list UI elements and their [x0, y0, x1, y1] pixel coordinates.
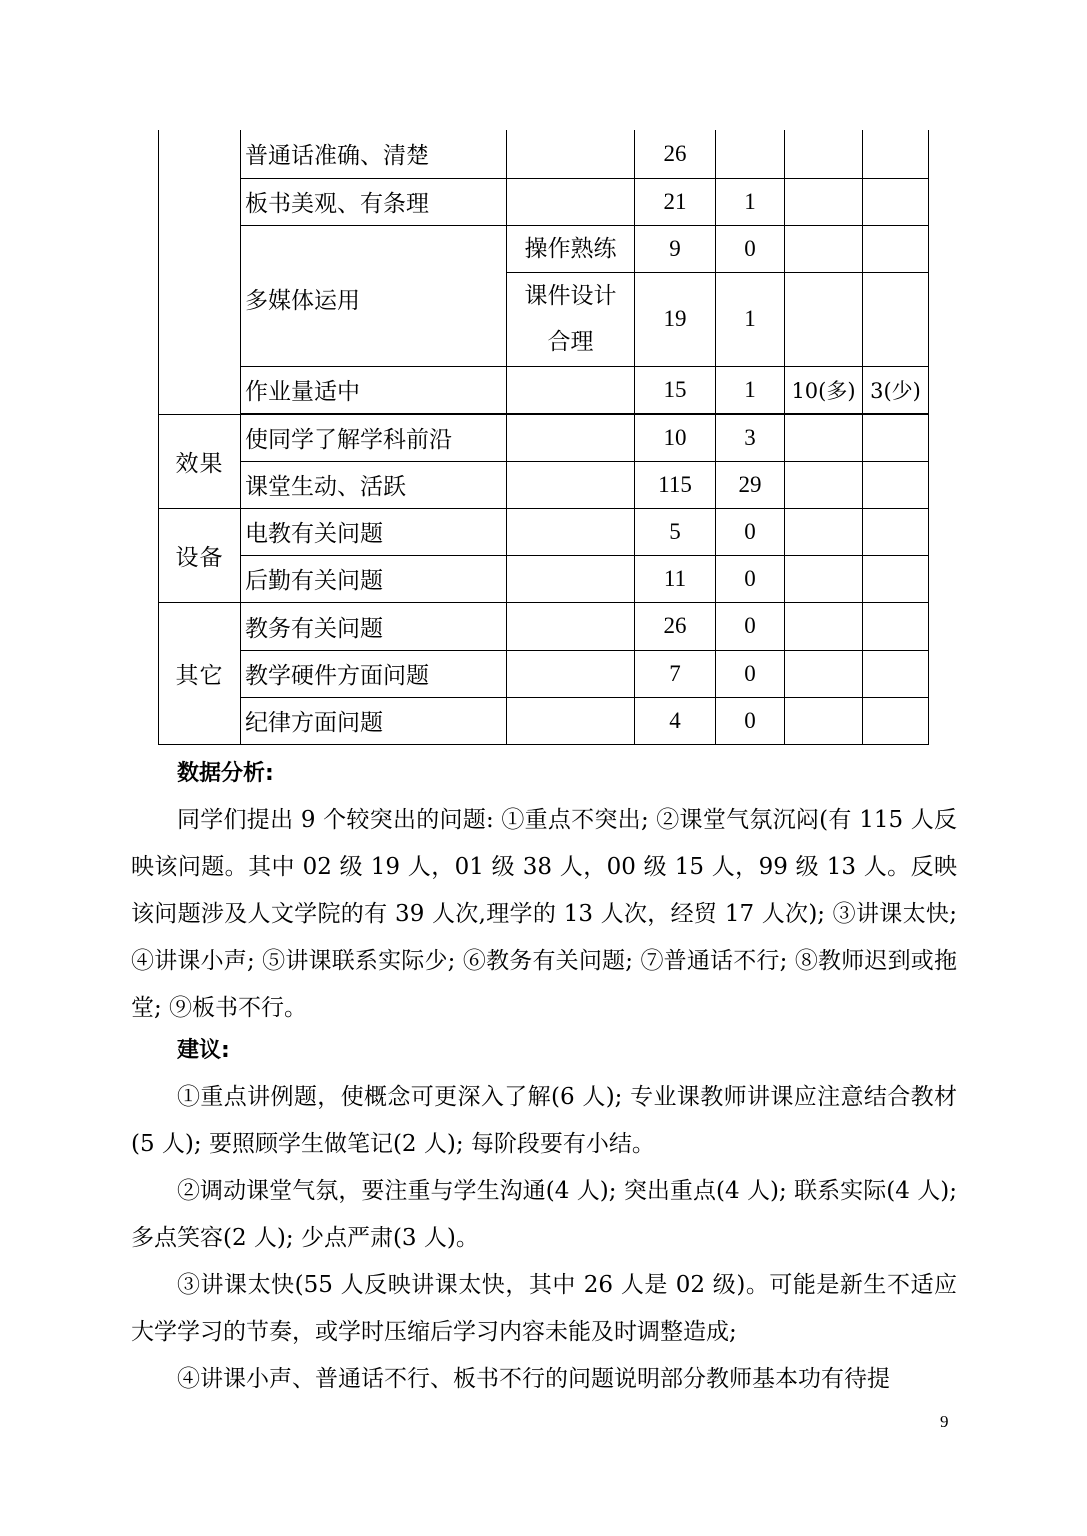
extra2-cell: [863, 461, 929, 508]
extra1-cell: [785, 272, 863, 366]
extra1-cell: [785, 650, 863, 697]
extra2-cell: [863, 508, 929, 555]
category-cell: 效果: [159, 414, 241, 508]
item-cell: 课堂生动、活跃: [241, 461, 507, 508]
suggestions-heading: 建议:: [177, 1038, 230, 1063]
table-row: [159, 508, 929, 555]
suggestion-item: ③讲课太快(55 人反映讲课太快，其中 26 人是 02 级)。可能是新生不适应大学学习的节奏，或学时压缩后学习内容未能及时调整造成;: [131, 1272, 957, 1345]
count2-cell: 0: [716, 508, 785, 555]
category-cell-continued: [159, 130, 241, 414]
count2-cell: 3: [716, 414, 785, 461]
sub-cell: [507, 461, 635, 508]
extra2-cell: [863, 178, 929, 225]
count1-cell: 4: [635, 697, 716, 744]
suggestions-section: [131, 1027, 957, 1403]
extra2-cell: [863, 650, 929, 697]
item-cell: 教务有关问题: [241, 602, 507, 650]
table-row: [159, 130, 929, 178]
category-cell: 设备: [159, 508, 241, 602]
sub-label: 课件设计合理: [524, 283, 617, 355]
count1-cell: 19: [635, 272, 716, 366]
extra2-cell: [863, 697, 929, 744]
extra1-cell: [785, 697, 863, 744]
extra2-cell: [863, 602, 929, 650]
sub-cell: [507, 130, 635, 178]
table-row: [159, 697, 929, 744]
table-row: [159, 225, 929, 272]
sub-cell: [507, 508, 635, 555]
count2-cell: 1: [716, 178, 785, 225]
sub-cell: [507, 178, 635, 225]
extra1-cell: [785, 130, 863, 178]
count1-cell: 15: [635, 366, 716, 413]
count2-cell: 0: [716, 650, 785, 697]
item-cell: 多媒体运用: [241, 225, 507, 366]
item-cell: 使同学了解学科前沿: [241, 414, 507, 461]
extra2-cell: [863, 225, 929, 272]
analysis-section: [131, 750, 957, 1032]
extra1-cell: [785, 225, 863, 272]
count1-cell: 26: [635, 602, 716, 650]
table-row: [159, 650, 929, 697]
extra1-cell: 10(多): [785, 366, 863, 413]
sub-cell: [507, 697, 635, 744]
extra1-cell: [785, 508, 863, 555]
extra1-cell: [785, 602, 863, 650]
survey-table: [158, 130, 929, 745]
category-cell: 其它: [159, 602, 241, 744]
extra2-cell: [863, 130, 929, 178]
count2-cell: 0: [716, 555, 785, 602]
count1-cell: 21: [635, 178, 716, 225]
item-cell: 电教有关问题: [241, 508, 507, 555]
item-cell: 后勤有关问题: [241, 555, 507, 602]
item-cell: 教学硬件方面问题: [241, 650, 507, 697]
item-cell: 普通话准确、清楚: [241, 130, 507, 178]
extra1-cell: [785, 178, 863, 225]
extra1-cell: [785, 461, 863, 508]
extra2-cell: [863, 414, 929, 461]
suggestion-item: ②调动课堂气氛，要注重与学生沟通(4 人); 突出重点(4 人); 联系实际(4 人); 多点笑容(2 人); 少点严肃(3 人)。: [131, 1178, 957, 1251]
count2-cell: [716, 130, 785, 178]
sub-cell: [507, 272, 635, 366]
table-row: [159, 555, 929, 602]
count1-cell: 5: [635, 508, 716, 555]
sub-cell: [507, 414, 635, 461]
count1-cell: 10: [635, 414, 716, 461]
extra1-cell: [785, 414, 863, 461]
analysis-paragraph: 同学们提出 9 个较突出的问题: ①重点不突出; ②课堂气氛沉闷(有 115 人反映该问题。其中 02 级 19 人，01 级 38 人，00 级 15 人，99 级 13 人。反映该问题涉及人文学院的有 39 人次,理学的 13 人次，经贸 17 人次); ③讲课太快; ④讲课小声; ⑤讲课联系实际少; ⑥教务有关问题; ⑦普通话不行; ⑧教师迟到或拖堂; ⑨板书不行。: [131, 807, 957, 1021]
count1-cell: 7: [635, 650, 716, 697]
count2-cell: 0: [716, 602, 785, 650]
extra1-cell: [785, 555, 863, 602]
count2-cell: 0: [716, 697, 785, 744]
item-cell: 作业量适中: [241, 366, 507, 413]
count1-cell: 26: [635, 130, 716, 178]
analysis-heading: 数据分析:: [177, 761, 274, 786]
count2-cell: 0: [716, 225, 785, 272]
sub-cell: 操作熟练: [507, 225, 635, 272]
suggestion-item: ④讲课小声、普通话不行、板书不行的问题说明部分教师基本功有待提: [177, 1366, 890, 1392]
extra2-cell: 3(少): [863, 366, 929, 413]
sub-cell: [507, 602, 635, 650]
count2-cell: 1: [716, 272, 785, 366]
count2-cell: 1: [716, 366, 785, 413]
sub-cell: [507, 555, 635, 602]
count1-cell: 9: [635, 225, 716, 272]
item-cell: 板书美观、有条理: [241, 178, 507, 225]
extra2-cell: [863, 272, 929, 366]
table-row: [159, 414, 929, 461]
count1-cell: 11: [635, 555, 716, 602]
table-row: [159, 178, 929, 225]
extra2-cell: [863, 555, 929, 602]
count2-cell: 29: [716, 461, 785, 508]
table-row: [159, 366, 929, 413]
table-row: [159, 602, 929, 650]
item-cell: 纪律方面问题: [241, 697, 507, 744]
count1-cell: 115: [635, 461, 716, 508]
sub-cell: [507, 650, 635, 697]
suggestion-item: ①重点讲例题，使概念可更深入了解(6 人); 专业课教师讲课应注意结合教材(5 人); 要照顾学生做笔记(2 人); 每阶段要有小结。: [131, 1084, 957, 1157]
page-number: 9: [940, 1412, 949, 1431]
sub-cell: [507, 366, 635, 413]
table-row: [159, 461, 929, 508]
